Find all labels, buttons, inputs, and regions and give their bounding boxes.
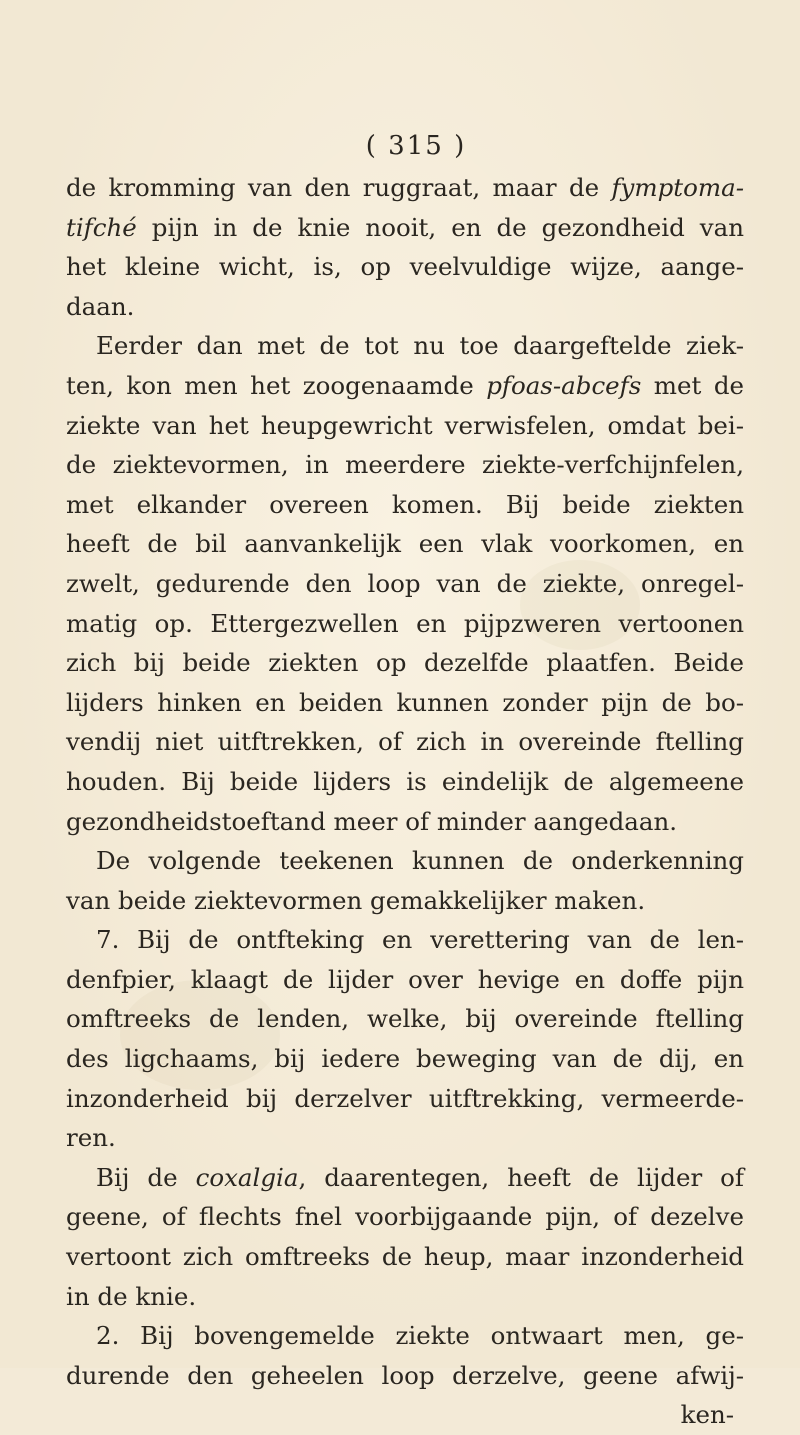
text-line: omftreeks de lenden, welke, bij overeinde ftelling bbox=[66, 1004, 744, 1034]
text-line: het kleine wicht, is, op veelvuldige wijze, aange- bbox=[66, 252, 744, 282]
text-line: lijders hinken en beiden kunnen zonder pijn de bo- bbox=[66, 687, 744, 717]
text-line: geene, of flechts fnel voorbijgaande pijn, of dezelve bbox=[66, 1202, 744, 1232]
italic-term: pfoas-abcefs bbox=[486, 370, 642, 400]
text-line: Bij de coxalgia, daarentegen, heeft de lijder of bbox=[96, 1162, 744, 1192]
text-line: de ziektevormen, in meerdere ziekte-verfchijnfelen, bbox=[66, 450, 744, 480]
text-line: matig op. Ettergezwellen en pijpzweren vertoonen bbox=[66, 608, 744, 638]
text-line: denfpier, klaagt de lijder over hevige en doffe pijn bbox=[66, 964, 744, 994]
text-line: des ligchaams, bij iedere beweging van de dij, en bbox=[66, 1044, 744, 1074]
text-line: inzonderheid bij derzelver uitftrekking, vermeerde- bbox=[66, 1083, 744, 1113]
text-line: zwelt, gedurende den loop van de ziekte, onregel- bbox=[66, 568, 744, 598]
text-line: ten, kon men het zoogenaamde pfoas-abcefs met de bbox=[66, 370, 744, 400]
text-line: Eerder dan met de tot nu toe daargeftelde ziek- bbox=[96, 331, 744, 361]
text-line: durende den geheelen loop derzelve, geene afwij- bbox=[66, 1360, 744, 1390]
text-line: De volgende teekenen kunnen de onderkenning bbox=[96, 846, 744, 876]
body-text bbox=[66, 168, 744, 1435]
text-line: van beide ziektevormen gemakkelijker maken. bbox=[66, 885, 646, 915]
italic-term: tifché bbox=[66, 212, 137, 242]
text-line: houden. Bij beide lijders is eindelijk de algemeene bbox=[66, 766, 744, 796]
text-line: daan. bbox=[66, 291, 135, 321]
text-line: 7. Bij de ontfteking en verettering van de len- bbox=[96, 925, 744, 955]
text-line: heeft de bil aanvankelijk een vlak voorkomen, en bbox=[66, 529, 744, 559]
text-line: zich bij beide ziekten op dezelfde plaatfen. Beide bbox=[66, 648, 744, 678]
text-line: in de knie. bbox=[66, 1281, 197, 1311]
text-line: vendij niet uitftrekken, of zich in overeinde ftelling bbox=[66, 727, 744, 757]
page-number: ( 315 ) bbox=[365, 131, 467, 161]
text-line: ren. bbox=[66, 1123, 116, 1153]
text-line: vertoont zich omftreeks de heup, maar inzonderheid bbox=[66, 1242, 744, 1272]
text-line: gezondheidstoeftand meer of minder aangedaan. bbox=[66, 806, 678, 836]
text-line: met elkander overeen komen. Bij beide ziekten bbox=[66, 489, 744, 519]
text-line: 2. Bij bovengemelde ziekte ontwaart men, ge- bbox=[96, 1321, 744, 1351]
text-line: ken- bbox=[680, 1400, 734, 1430]
italic-term: fymptoma- bbox=[611, 173, 744, 202]
italic-term: coxalgia bbox=[195, 1162, 299, 1192]
text-line: tifché pijn in de knie nooit, en de gezondheid van bbox=[66, 212, 744, 242]
text-line: ziekte van het heupgewricht verwisfelen, omdat bei- bbox=[66, 410, 744, 440]
text-line: de kromming van den ruggraat, maar de fymptoma- bbox=[66, 173, 744, 202]
